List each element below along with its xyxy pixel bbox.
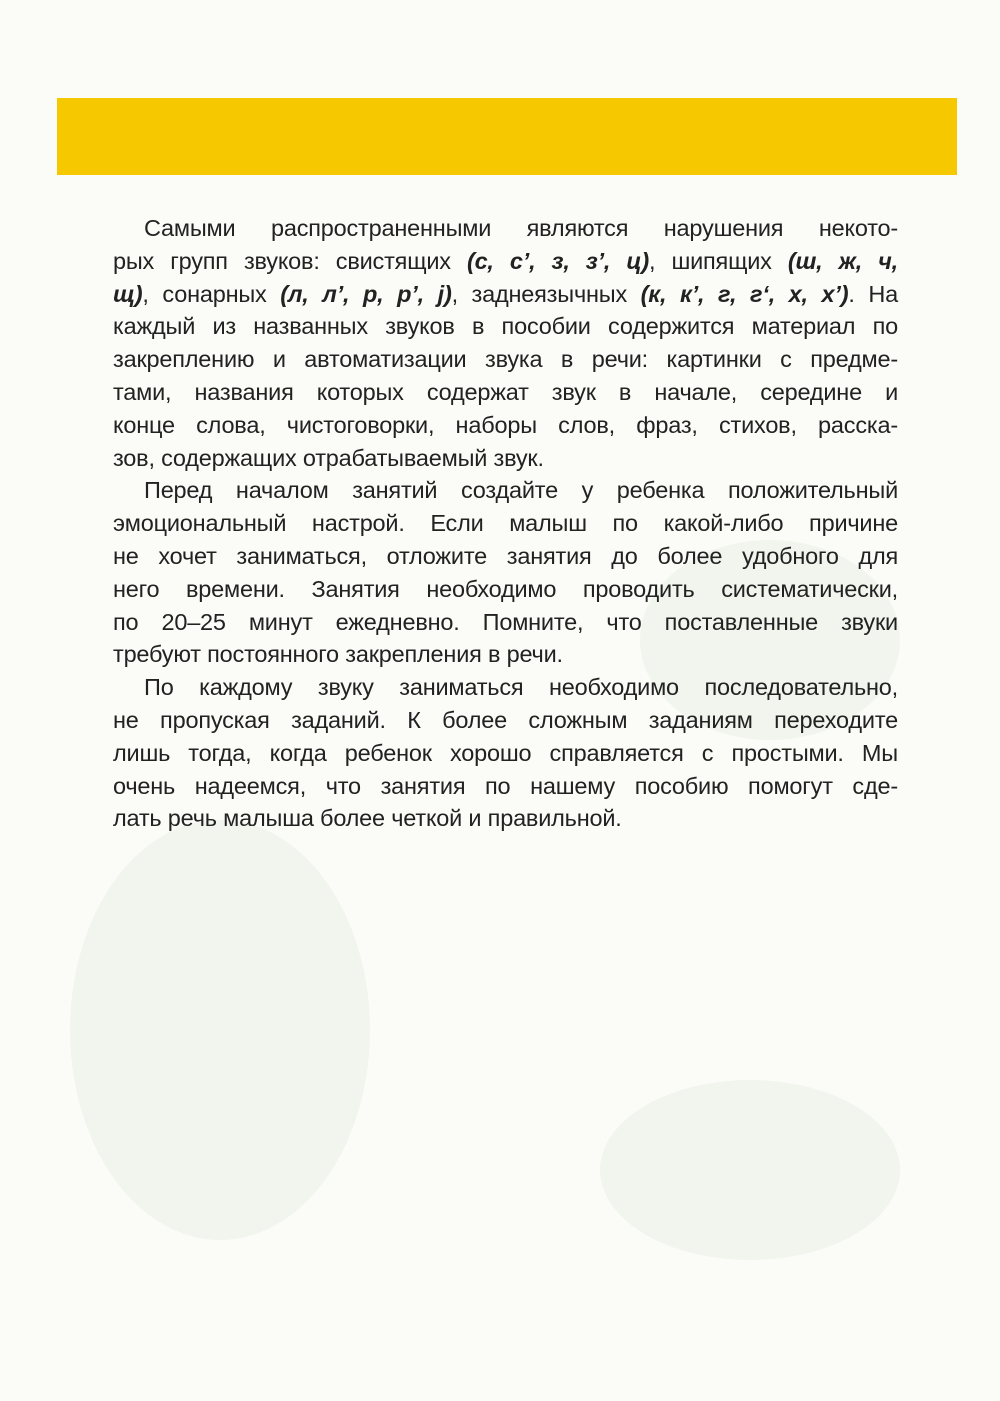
sound-list-emphasis: (л, л’, р, р’, j) [280, 280, 452, 307]
text-segment: Самыми распространенными являются нарушения некото- [144, 215, 898, 241]
text-line [113, 376, 898, 409]
text-segment: рых групп звуков: свистящих [113, 247, 467, 274]
text-segment: не пропуская заданий. К более сложным заданиям переходите [113, 706, 898, 733]
sound-list-emphasis: (с, с’, з, з’, ц) [466, 247, 649, 274]
text-segment: не хочет заниматься, отложите занятия до более удобного для [113, 542, 898, 569]
show-through-illustration [600, 1080, 900, 1260]
paragraph [113, 474, 898, 671]
text-segment: . На [848, 280, 898, 307]
text-line [113, 802, 898, 835]
text-segment: лишь тогда, когда ребенок хорошо справляется с простыми. Мы [113, 739, 898, 766]
text-line [113, 737, 898, 770]
text-segment: тами, названия которых содержат звук в начале, середине и [113, 378, 898, 405]
text-line [113, 507, 898, 540]
text-line [113, 704, 898, 737]
text-segment: Перед началом занятий создайте у ребенка положительный [144, 477, 898, 504]
text-segment: требуют постоянного закрепления в речи. [113, 641, 563, 668]
text-segment: По каждому звуку заниматься необходимо последовательно, [144, 674, 898, 701]
sound-list-emphasis: щ) [113, 280, 143, 307]
text-line [113, 343, 898, 376]
text-segment: него времени. Занятия необходимо проводить систематически, [113, 575, 898, 602]
show-through-illustration [70, 820, 370, 1240]
text-line [113, 671, 898, 704]
text-segment: закреплению и автоматизации звука в речи: картинки с предме- [113, 346, 898, 373]
text-line [113, 606, 898, 639]
text-segment: каждый из названных звуков в пособии содержится материал по [113, 313, 898, 340]
text-segment: очень надеемся, что занятия по нашему пособию помогут сде- [113, 772, 898, 799]
text-segment: зов, содержащих отрабатываемый звук. [113, 444, 544, 471]
text-segment: , заднеязычных [451, 280, 641, 307]
text-segment: , шипящих [648, 247, 788, 274]
sound-list-emphasis: (к, к’, г, г‘, х, х’) [640, 280, 849, 307]
text-segment: конце слова, чистоговорки, наборы слов, фраз, стихов, расска- [113, 411, 898, 438]
text-line [113, 212, 898, 245]
text-segment: лать речь малыша более четкой и правильной. [113, 805, 622, 832]
text-segment: эмоциональный настрой. Если малыш по какой-либо причине [113, 510, 898, 537]
sound-list-emphasis: (ш, ж, ч, [787, 247, 898, 274]
text-segment: по 20–25 минут ежедневно. Помните, что поставленные звуки [113, 608, 898, 635]
section-header-bar [57, 98, 957, 175]
text-line [113, 442, 898, 475]
text-line [113, 573, 898, 606]
text-line [113, 278, 898, 311]
text-segment: , сонарных [142, 280, 281, 307]
body-text [113, 212, 898, 835]
paragraph [113, 671, 898, 835]
text-line [113, 474, 898, 507]
text-line [113, 770, 898, 803]
text-line [113, 638, 898, 671]
text-line [113, 310, 898, 343]
text-line [113, 245, 898, 278]
text-line [113, 409, 898, 442]
paragraph [113, 212, 898, 474]
text-line [113, 540, 898, 573]
